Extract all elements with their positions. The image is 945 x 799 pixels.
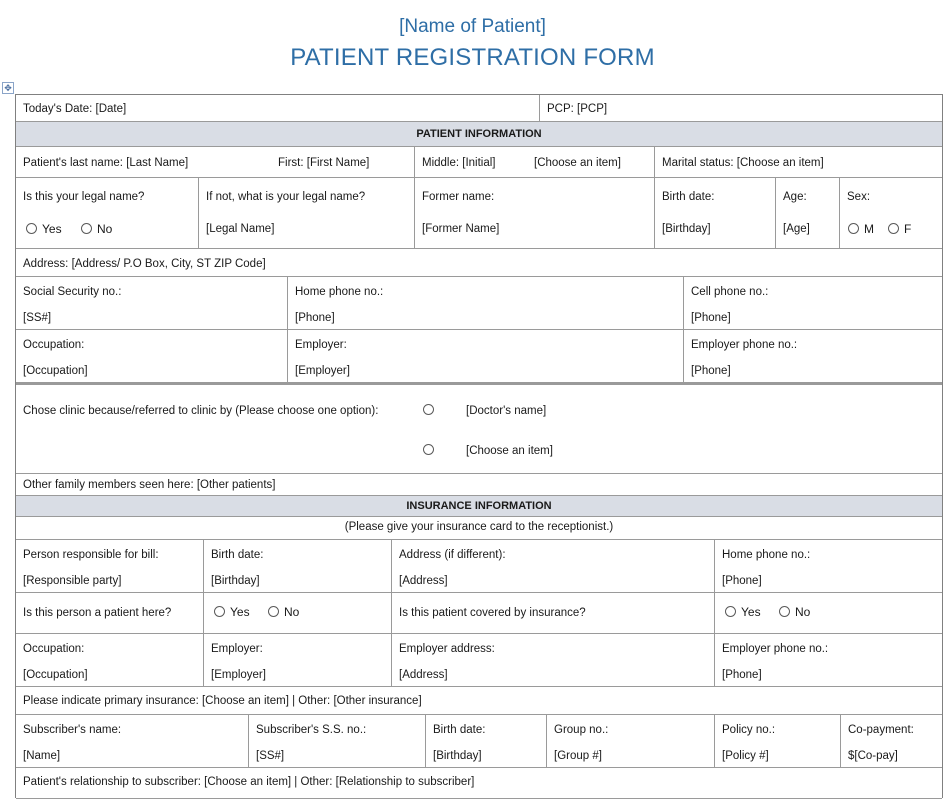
ins-birth-field[interactable]: [Birthday] [211,575,260,587]
radio-icon[interactable] [423,444,434,455]
insurance-header [16,496,942,517]
ins-employer-field[interactable]: [Employer] [211,669,266,681]
legal-name-row [16,178,942,249]
legal-name-question: Is this your legal name? [23,191,145,203]
ins-employer-address-field[interactable]: [Address] [399,669,448,681]
subscriber-name-label: Subscriber's name: [23,724,122,736]
responsible-label: Person responsible for bill: [23,549,159,561]
clinic-row [16,383,942,474]
form-title: PATIENT REGISTRATION FORM [290,44,655,71]
family-members-field[interactable]: Other family members seen here: [Other patients] [23,479,276,491]
occupation-field[interactable]: [Occupation] [23,365,88,377]
address-field[interactable]: Address: [Address/ P.O Box, City, ST ZIP Code] [23,258,266,270]
ins-occupation-field[interactable]: [Occupation] [23,669,88,681]
birth-date-label: Birth date: [662,191,715,203]
patient-info-title: PATIENT INFORMATION [416,128,542,140]
ins-birth-label: Birth date: [211,549,264,561]
ssn-field[interactable]: [SS#] [23,312,52,324]
radio-icon[interactable] [423,404,434,415]
legal-no-option[interactable]: No [81,222,112,236]
relationship-field[interactable]: Patient's relationship to subscriber: [Choose an item] | Other: [Relationship to subscriber] [23,776,475,788]
date-row [16,95,942,122]
legal-name-field[interactable]: [Legal Name] [206,223,275,235]
policy-field[interactable]: [Policy #] [722,750,769,762]
subscriber-ss-field[interactable]: [SS#] [256,750,285,762]
clinic-choice-dropdown[interactable]: [Choose an item] [466,445,553,457]
employer-label: Employer: [295,339,347,351]
radio-icon[interactable] [848,223,859,234]
ins-employer-address-label: Employer address: [399,643,495,655]
name-row [16,147,942,178]
patient-info-header [16,122,942,147]
radio-icon[interactable] [779,606,790,617]
cell-phone-label: Cell phone no.: [691,286,769,298]
home-phone-field[interactable]: [Phone] [295,312,335,324]
registration-table [15,94,943,798]
pcp-field[interactable]: PCP: [PCP] [547,103,608,115]
first-name-field[interactable]: First: [First Name] [278,157,370,169]
responsible-field[interactable]: [Responsible party] [23,575,122,587]
sex-label: Sex: [847,191,871,203]
ins-employer-phone-label: Employer phone no.: [722,643,829,655]
former-name-field[interactable]: [Former Name] [422,223,500,235]
age-field[interactable]: [Age] [783,223,810,235]
primary-insurance-field[interactable]: Please indicate primary insurance: [Choose an item] | Other: [Other insurance] [23,695,422,707]
radio-icon[interactable] [214,606,225,617]
ssn-label: Social Security no.: [23,286,122,298]
subscriber-ss-label: Subscriber's S.S. no.: [256,724,367,736]
address-row [16,249,942,277]
subscriber-name-field[interactable]: [Name] [23,750,61,762]
policy-label: Policy no.: [722,724,776,736]
ins-employer-label: Employer: [211,643,263,655]
middle-choice-dropdown[interactable]: [Choose an item] [534,157,621,169]
ins-occupation-label: Occupation: [23,643,85,655]
copay-field[interactable]: $[Co-pay] [848,750,898,762]
radio-icon[interactable] [888,223,899,234]
patient-here-no[interactable]: No [268,605,299,619]
ins-employer-phone-field[interactable]: [Phone] [722,669,762,681]
move-handle-icon[interactable]: ✥ [2,82,14,94]
ins-home-phone-label: Home phone no.: [722,549,811,561]
occupation-label: Occupation: [23,339,85,351]
covered-question: Is this patient covered by insurance? [399,607,586,619]
insurance-note-row [16,517,942,540]
todays-date-field[interactable]: Today's Date: [Date] [23,103,127,115]
primary-insurance-row [16,687,942,715]
relationship-row [16,768,942,799]
patient-here-question: Is this person a patient here? [23,607,172,619]
clinic-option-doctor[interactable] [423,403,439,417]
occupation-row [16,330,942,383]
family-row [16,472,942,496]
sex-m-option[interactable]: M [848,222,874,236]
insurance-note: (Please give your insurance card to the receptionist.) [344,521,614,533]
birth-date-field[interactable]: [Birthday] [662,223,711,235]
legal-yes-option[interactable]: Yes [26,222,62,236]
if-not-label: If not, what is your legal name? [206,191,366,203]
patient-name-heading: [Name of Patient] [399,16,546,37]
radio-icon[interactable] [268,606,279,617]
ins-home-phone-field[interactable]: [Phone] [722,575,762,587]
radio-icon[interactable] [725,606,736,617]
patient-here-yes[interactable]: Yes [214,605,250,619]
subscriber-birth-label: Birth date: [433,724,486,736]
covered-yes[interactable]: Yes [725,605,761,619]
subscriber-row [16,715,942,768]
ins-occupation-row [16,634,942,687]
ins-address-field[interactable]: [Address] [399,575,448,587]
group-field[interactable]: [Group #] [554,750,602,762]
insurance-title: INSURANCE INFORMATION [406,500,552,512]
ssn-row [16,277,942,330]
former-name-label: Former name: [422,191,495,203]
doctor-name-field[interactable]: [Doctor's name] [466,405,547,417]
clinic-option-choose[interactable] [423,443,439,457]
cell-phone-field[interactable]: [Phone] [691,312,731,324]
ins-address-label: Address (if different): [399,549,506,561]
group-label: Group no.: [554,724,609,736]
responsible-row [16,540,942,593]
radio-icon[interactable] [26,223,37,234]
copay-label: Co-payment: [848,724,914,736]
employer-field[interactable]: [Employer] [295,365,350,377]
radio-icon[interactable] [81,223,92,234]
employer-phone-field[interactable]: [Phone] [691,365,731,377]
employer-phone-label: Employer phone no.: [691,339,798,351]
last-name-field[interactable]: Patient's last name: [Last Name] [23,157,189,169]
subscriber-birth-field[interactable]: [Birthday] [433,750,482,762]
marital-status-dropdown[interactable]: Marital status: [Choose an item] [662,157,824,169]
clinic-question: Chose clinic because/referred to clinic by (Please choose one option): [23,405,379,417]
middle-initial-field[interactable]: Middle: [Initial] [422,157,496,169]
home-phone-label: Home phone no.: [295,286,384,298]
sex-f-option[interactable]: F [888,222,911,236]
age-label: Age: [783,191,807,203]
coverage-row [16,593,942,634]
covered-no[interactable]: No [779,605,810,619]
